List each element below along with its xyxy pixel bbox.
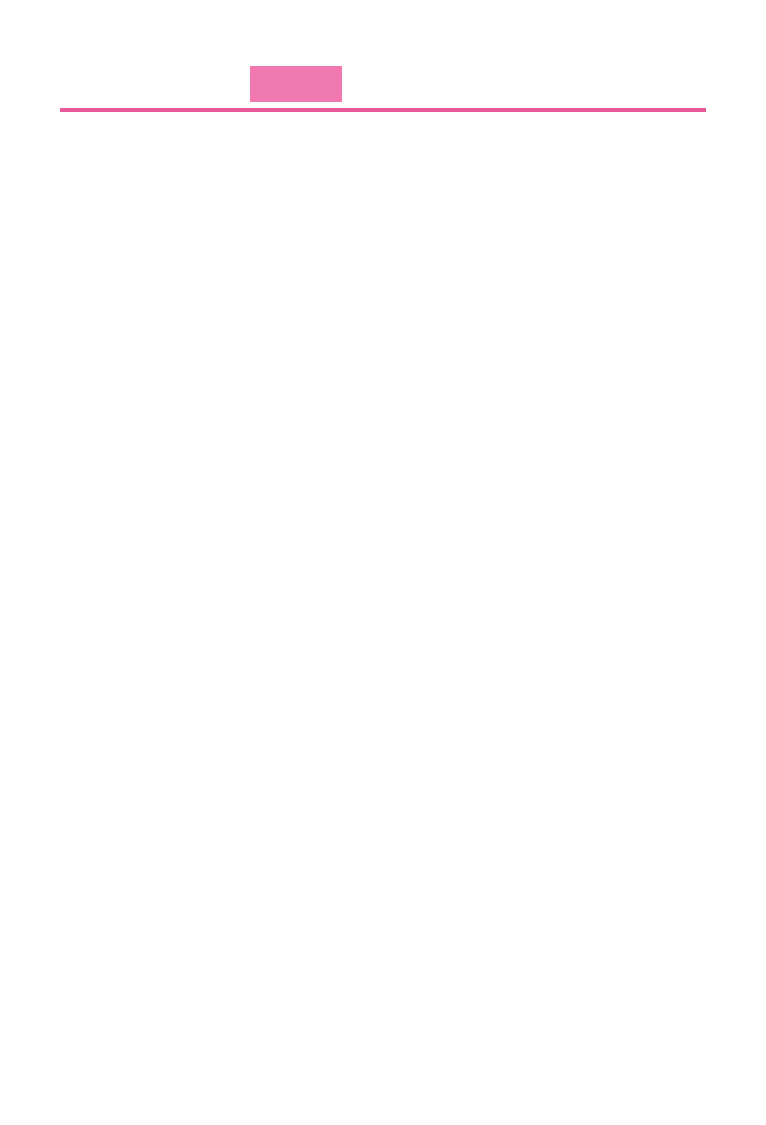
header-divider <box>60 108 706 112</box>
lesson-header <box>60 66 706 112</box>
lesson-number-badge <box>250 66 342 102</box>
exercise-content <box>64 124 714 131</box>
